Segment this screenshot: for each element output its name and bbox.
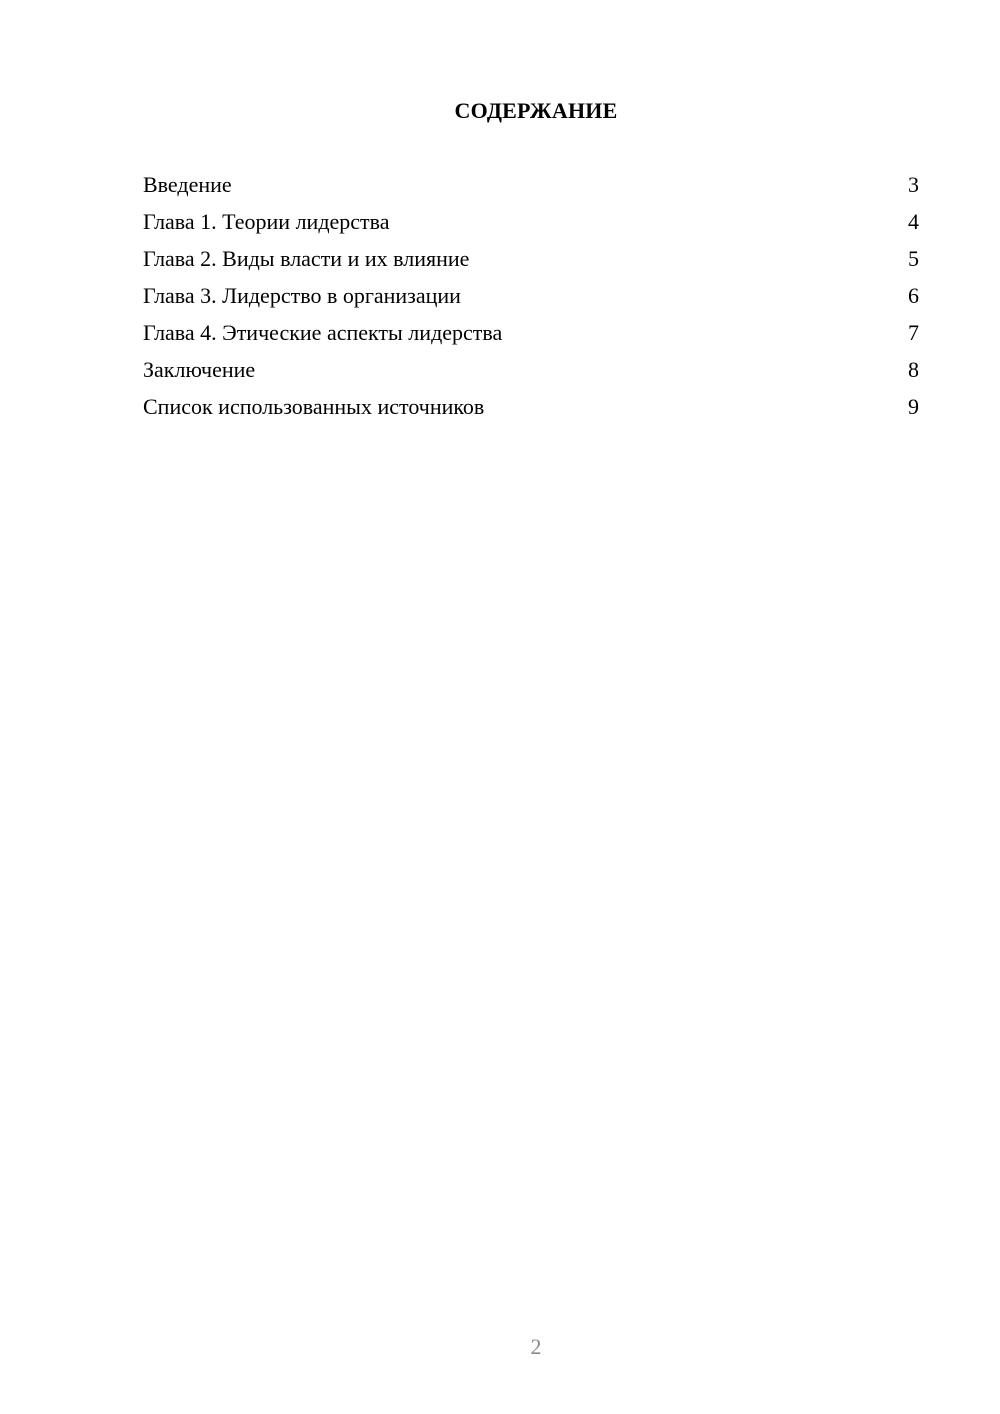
- toc-entry-conclusion[interactable]: [143, 355, 919, 392]
- toc-entry-label: Заключение: [143, 357, 256, 382]
- toc-entry-page: 9: [908, 394, 919, 419]
- toc-entry-references[interactable]: [143, 392, 919, 429]
- toc-entry-chapter-2[interactable]: [143, 244, 919, 281]
- toc-entry-page: 3: [908, 172, 919, 197]
- toc-entry-label: Список использованных источников: [143, 394, 485, 419]
- toc-entry-chapter-3[interactable]: [143, 281, 919, 318]
- table-of-contents: [143, 170, 919, 429]
- toc-entry-page: 4: [908, 209, 919, 234]
- toc-entry-page: 8: [908, 357, 919, 382]
- toc-entry-chapter-1[interactable]: [143, 207, 919, 244]
- toc-entry-page: 5: [908, 246, 919, 271]
- toc-entry-introduction[interactable]: [143, 170, 919, 207]
- toc-title: СОДЕРЖАНИЕ: [454, 98, 618, 123]
- toc-entry-label: Введение: [143, 172, 232, 197]
- toc-entry-chapter-4[interactable]: [143, 318, 919, 355]
- toc-entry-page: 6: [908, 283, 919, 308]
- toc-entry-page: 7: [908, 320, 919, 345]
- toc-entry-label: Глава 2. Виды власти и их влияние: [143, 246, 470, 271]
- toc-entry-label: Глава 3. Лидерство в организации: [143, 283, 461, 308]
- toc-entry-label: Глава 1. Теории лидерства: [143, 209, 390, 234]
- toc-entry-label: Глава 4. Этические аспекты лидерства: [143, 320, 503, 345]
- page-number: 2: [530, 1334, 542, 1359]
